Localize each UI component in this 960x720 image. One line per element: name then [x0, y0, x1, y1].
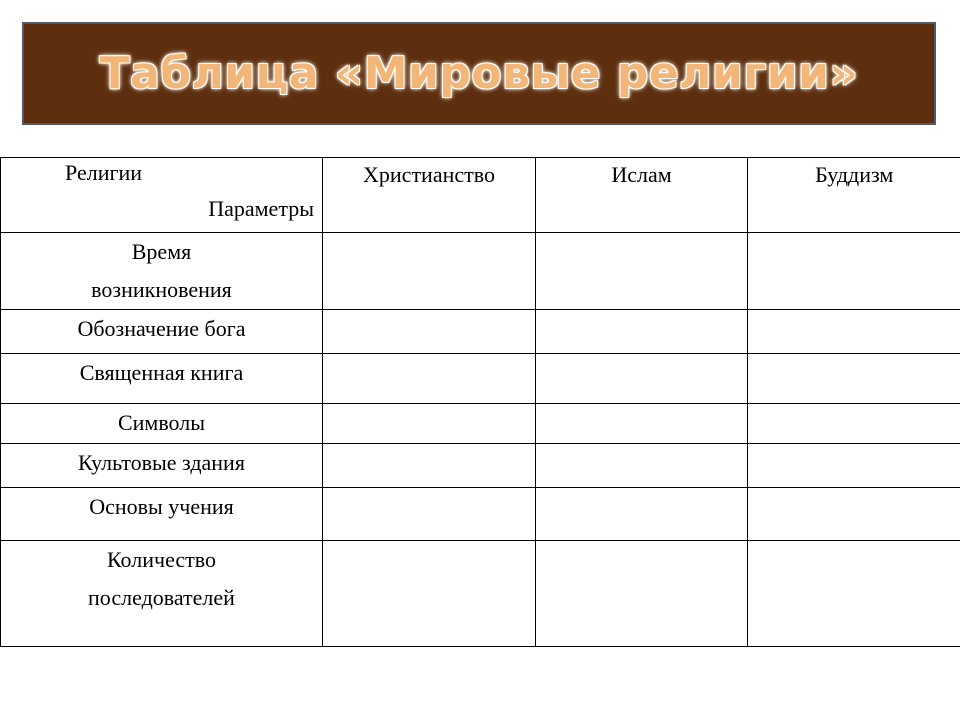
table-cell[interactable] [748, 541, 960, 647]
table-cell[interactable] [748, 310, 960, 354]
table-cell[interactable] [536, 541, 748, 647]
row-label-line: Обозначение бога [77, 316, 246, 341]
table-cell[interactable] [748, 233, 960, 310]
row-label-line: Культовые здания [78, 450, 245, 475]
column-header-buddhism: Буддизм [748, 158, 960, 233]
row-label-line: Количество [106, 547, 217, 572]
row-label [1, 233, 323, 310]
row-label-line: Время [131, 239, 192, 264]
table-cell[interactable] [323, 541, 536, 647]
row-label-line: Символы [117, 410, 206, 435]
table-row [1, 404, 960, 444]
table-cell[interactable] [323, 354, 536, 404]
table-cell[interactable] [748, 404, 960, 444]
row-label [1, 444, 323, 488]
row-label-line: Священная книга [79, 360, 244, 385]
religions-table [0, 157, 960, 647]
table-cell[interactable] [323, 310, 536, 354]
column-header-islam: Ислам [536, 158, 748, 233]
row-label [1, 354, 323, 404]
table-cell[interactable] [323, 488, 536, 541]
row-label [1, 488, 323, 541]
corner-label-parameters: Параметры [208, 196, 314, 221]
row-label-line: последователей [88, 585, 235, 610]
table-row [1, 354, 960, 404]
table-cell[interactable] [323, 233, 536, 310]
table-row [1, 444, 960, 488]
table-row [1, 488, 960, 541]
corner-label-religions: Религии [65, 160, 143, 185]
table-cell[interactable] [536, 233, 748, 310]
table-cell[interactable] [536, 404, 748, 444]
table-cell[interactable] [536, 444, 748, 488]
column-header-christianity: Христианство [323, 158, 536, 233]
row-label [1, 541, 323, 647]
slide-title: Таблица «Мировые религии» [99, 48, 859, 99]
table-cell[interactable] [323, 444, 536, 488]
table-cell[interactable] [536, 488, 748, 541]
title-banner [22, 22, 936, 125]
row-label [1, 310, 323, 354]
table-cell[interactable] [536, 310, 748, 354]
table-cell[interactable] [536, 354, 748, 404]
table-row [1, 541, 960, 647]
table-cell[interactable] [748, 444, 960, 488]
table-cell[interactable] [323, 404, 536, 444]
table-row [1, 233, 960, 310]
table-cell[interactable] [748, 354, 960, 404]
row-label-line: Основы учения [89, 494, 234, 519]
row-label [1, 404, 323, 444]
header-row [1, 158, 960, 233]
row-label-line: возникновения [91, 277, 232, 302]
table-cell[interactable] [748, 488, 960, 541]
table-row [1, 310, 960, 354]
corner-cell [1, 158, 323, 233]
